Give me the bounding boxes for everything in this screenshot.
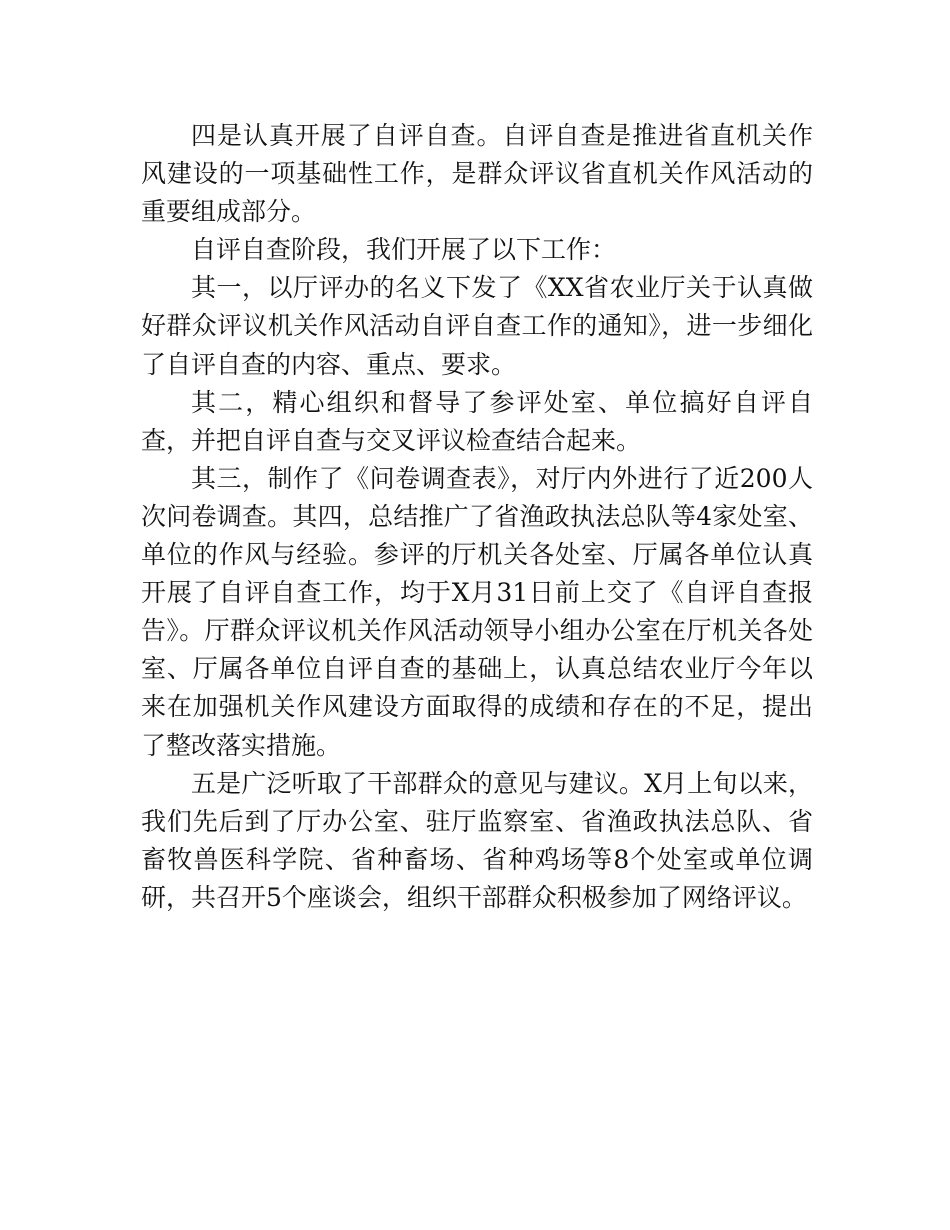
paragraph-self-review-intro: 四是认真开展了自评自查。自评自查是推进省直机关作风建设的一项基础性工作，是群众评议省直机关作风活动的重要组成部分。	[141, 121, 813, 227]
paragraph-self-review-stage: 自评自查阶段，我们开展了以下工作：	[191, 235, 617, 265]
paragraph-item-one: 其一，以厅评办的名义下发了《XX省农业厅关于认真做好群众评议机关作风活动自评自查工作的通知》，进一步细化了自评自查的内容、重点、要求。	[141, 273, 813, 379]
document-body	[141, 117, 813, 917]
paragraph-item-three-four: 其三，制作了《问卷调查表》，对厅内外进行了近200人次问卷调查。其四，总结推广了省渔政执法总队等4家处室、单位的作风与经验。参评的厅机关各处室、厅属各单位认真开展了自评自查工作，均于X月31日前上交了《自评自查报告》。厅群众评议机关作风活动领导小组办公室在厅机关各处室、厅属各单位自评自查的基础上，认真总结农业厅今年以来在加强机关作风建设方面取得的成绩和存在的不足，提出了整改落实措施。	[141, 463, 813, 760]
paragraph-item-two: 其二，精心组织和督导了参评处室、单位搞好自评自查，并把自评自查与交叉评议检查结合起来。	[141, 387, 813, 455]
paragraph-opinions-suggestions: 五是广泛听取了干部群众的意见与建议。X月上旬以来，我们先后到了厅办公室、驻厅监察室、省渔政执法总队、省畜牧兽医科学院、省种畜场、省种鸡场等8个处室或单位调研，共召开5个座谈会，组织干部群众积极参加了网络评议。	[141, 768, 813, 912]
